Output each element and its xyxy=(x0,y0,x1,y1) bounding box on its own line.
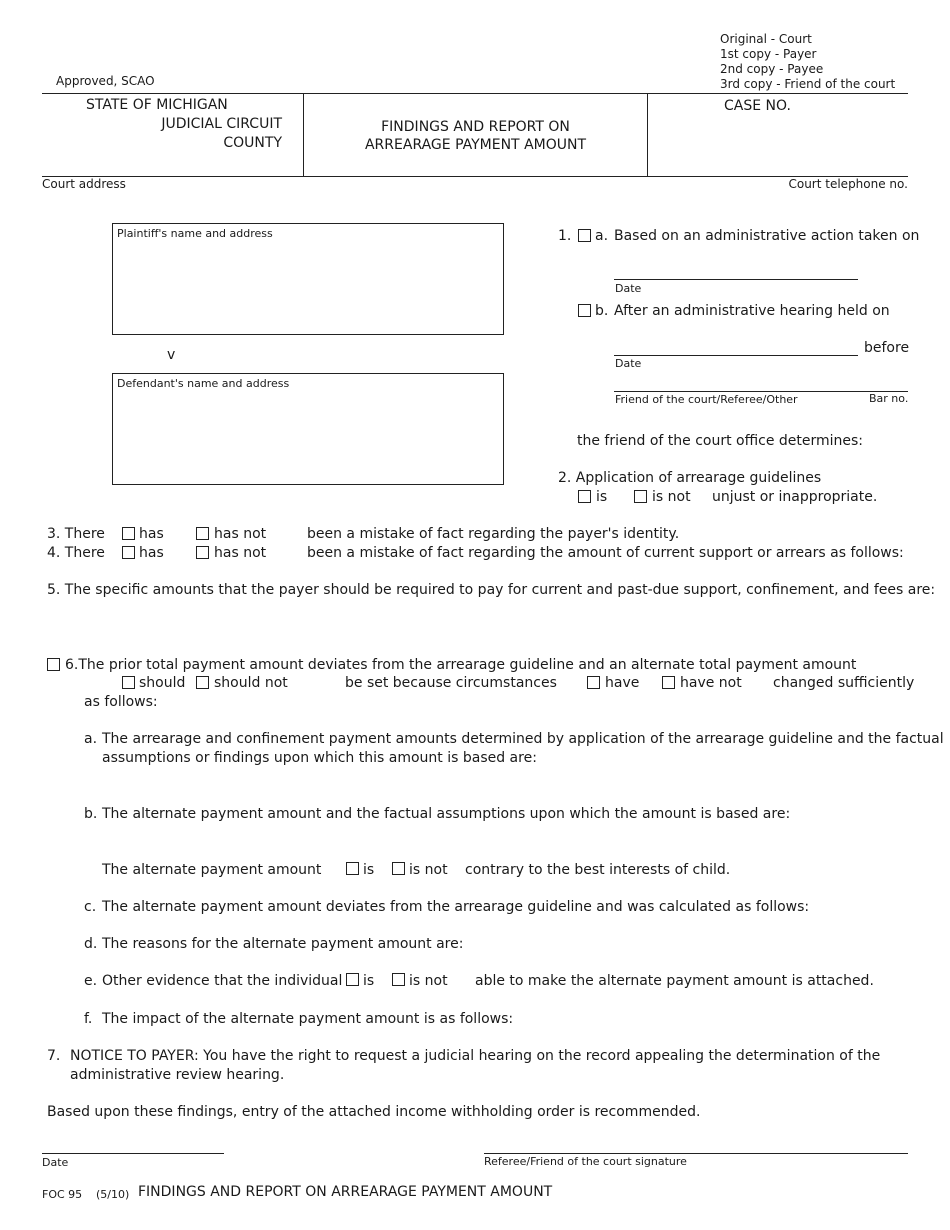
recommendation-text: Based upon these findings, entry of the attached income withholding order is recommended. xyxy=(47,1104,701,1120)
case-no-label: CASE NO. xyxy=(724,98,791,114)
item3-has-checkbox[interactable] xyxy=(122,527,135,540)
item6-have-not-checkbox[interactable] xyxy=(662,676,675,689)
item6f-letter: f. xyxy=(84,1011,93,1027)
header-top-rule xyxy=(42,93,908,94)
item1a-date-label: Date xyxy=(615,282,642,295)
footer-date-label: Date xyxy=(42,1156,69,1169)
item6e-is-label: is xyxy=(363,973,375,989)
item6-changed: changed sufficiently xyxy=(773,675,915,691)
item2-is-not-label: is not xyxy=(652,489,691,505)
item1-determines: the friend of the court office determines: xyxy=(577,433,864,449)
item6-as-follows: as follows: xyxy=(84,694,158,710)
copy-payee: 2nd copy - Payee xyxy=(720,62,824,76)
item2-is-checkbox[interactable] xyxy=(578,490,591,503)
versus-label: v xyxy=(167,347,176,363)
referee-signature-line[interactable] xyxy=(484,1153,908,1154)
form-id: FOC 95 xyxy=(42,1188,83,1201)
item1a-checkbox[interactable] xyxy=(578,229,591,242)
item6-should-label: should xyxy=(139,675,186,691)
item6-have-label: have xyxy=(605,675,640,691)
item6e-letter: e. xyxy=(84,973,98,989)
form-title-line1: FINDINGS AND REPORT ON xyxy=(381,119,570,135)
item4-text: been a mistake of fact regarding the amount of current support or arrears as follows: xyxy=(307,545,904,561)
item6e-is-not-checkbox[interactable] xyxy=(392,973,405,986)
item1a-date-line[interactable] xyxy=(614,279,858,280)
item1b-before: before xyxy=(864,340,910,356)
form-date: (5/10) xyxy=(96,1188,130,1201)
item1-number: 1. xyxy=(558,228,572,244)
item6e-is-not-label: is not xyxy=(409,973,448,989)
item6-checkbox[interactable] xyxy=(47,658,60,671)
item3-text: been a mistake of fact regarding the payer's identity. xyxy=(307,526,680,542)
item6-should-checkbox[interactable] xyxy=(122,676,135,689)
alt-is-not-label: is not xyxy=(409,862,448,878)
item7-notice-line1: NOTICE TO PAYER: You have the right to request a judicial hearing on the record appealing the determination of the xyxy=(70,1048,881,1064)
date-signature-line[interactable] xyxy=(42,1153,224,1154)
item4-has-label: has xyxy=(139,545,164,561)
footer-form-title: FINDINGS AND REPORT ON ARREARAGE PAYMENT AMOUNT xyxy=(138,1184,553,1200)
item6d-text: The reasons for the alternate payment amount are: xyxy=(102,936,464,952)
alt-tail: contrary to the best interests of child. xyxy=(465,862,731,878)
alt-is-label: is xyxy=(363,862,375,878)
item6a-text-line2: assumptions or findings upon which this amount is based are: xyxy=(102,750,537,766)
alt-is-not-checkbox[interactable] xyxy=(392,862,405,875)
item1b-checkbox[interactable] xyxy=(578,304,591,317)
form-title-line2: ARREARAGE PAYMENT AMOUNT xyxy=(364,137,587,153)
item6e-text: Other evidence that the individual xyxy=(102,973,343,989)
item4-has-not-checkbox[interactable] xyxy=(196,546,209,559)
court-phone-label: Court telephone no. xyxy=(788,177,908,191)
item3-number: 3. There xyxy=(47,526,105,542)
court-address-label: Court address xyxy=(42,177,126,191)
item3-has-label: has xyxy=(139,526,164,542)
item6b-letter: b. xyxy=(84,806,98,822)
item4-has-checkbox[interactable] xyxy=(122,546,135,559)
item1b-date-line[interactable] xyxy=(614,355,858,356)
item2-is-label: is xyxy=(596,489,608,505)
item6a-text-line1: The arrearage and confinement payment amounts determined by application of the arrearage guideline and the factual xyxy=(102,731,944,747)
item1b-letter: b. xyxy=(595,303,609,319)
item3-has-not-checkbox[interactable] xyxy=(196,527,209,540)
header-divider-right xyxy=(647,93,648,176)
item1b-text: After an administrative hearing held on xyxy=(614,303,890,319)
item4-has-not-label: has not xyxy=(214,545,267,561)
item6e-is-checkbox[interactable] xyxy=(346,973,359,986)
item4-number: 4. There xyxy=(47,545,105,561)
item6c-text: The alternate payment amount deviates from the arrearage guideline and was calculated as follows: xyxy=(102,899,810,915)
copy-payer: 1st copy - Payer xyxy=(720,47,817,61)
item2-tail: unjust or inappropriate. xyxy=(712,489,878,505)
alt-is-checkbox[interactable] xyxy=(346,862,359,875)
item6e-tail: able to make the alternate payment amount is attached. xyxy=(475,973,874,989)
circuit-label: JUDICIAL CIRCUIT xyxy=(161,116,282,132)
item6f-text: The impact of the alternate payment amount is as follows: xyxy=(102,1011,514,1027)
alt-amount-label: The alternate payment amount xyxy=(102,862,322,878)
item1a-text: Based on an administrative action taken on xyxy=(614,228,920,244)
item6c-letter: c. xyxy=(84,899,97,915)
item2-text: 2. Application of arrearage guidelines xyxy=(558,470,822,486)
item6-have-not-label: have not xyxy=(680,675,742,691)
plaintiff-label: Plaintiff's name and address xyxy=(117,227,273,240)
state-label: STATE OF MICHIGAN xyxy=(86,97,228,113)
defendant-label: Defendant's name and address xyxy=(117,377,290,390)
item3-has-not-label: has not xyxy=(214,526,267,542)
item6a-letter: a. xyxy=(84,731,98,747)
item1b-official-line[interactable] xyxy=(614,391,908,392)
item5-text: 5. The specific amounts that the payer should be required to pay for current and past-due support, confinement, and fees are: xyxy=(47,582,936,598)
defendant-box[interactable] xyxy=(112,373,504,485)
county-label: COUNTY xyxy=(223,135,282,151)
foc-referee-label: Friend of the court/Referee/Other xyxy=(615,393,798,406)
item7-number: 7. xyxy=(47,1048,61,1064)
copy-original: Original - Court xyxy=(720,32,812,46)
item6d-letter: d. xyxy=(84,936,98,952)
item1b-date-label: Date xyxy=(615,357,642,370)
item6-line1: 6.The prior total payment amount deviates from the arrearage guideline and an alternate total payment amount xyxy=(65,657,857,673)
item6-should-not-label: should not xyxy=(214,675,288,691)
item6-mid: be set because circumstances xyxy=(345,675,557,691)
item7-notice-line2: administrative review hearing. xyxy=(70,1067,285,1083)
item2-is-not-checkbox[interactable] xyxy=(634,490,647,503)
header-bottom-rule xyxy=(42,176,908,177)
copy-friend-of-court: 3rd copy - Friend of the court xyxy=(720,77,896,91)
signature-label: Referee/Friend of the court signature xyxy=(484,1155,687,1168)
plaintiff-box[interactable] xyxy=(112,223,504,335)
item1a-letter: a. xyxy=(595,228,609,244)
bar-no-label: Bar no. xyxy=(869,392,909,405)
item6-have-checkbox[interactable] xyxy=(587,676,600,689)
item6b-text: The alternate payment amount and the factual assumptions upon which the amount is based are: xyxy=(102,806,791,822)
approved-label: Approved, SCAO xyxy=(56,74,155,88)
item6-should-not-checkbox[interactable] xyxy=(196,676,209,689)
